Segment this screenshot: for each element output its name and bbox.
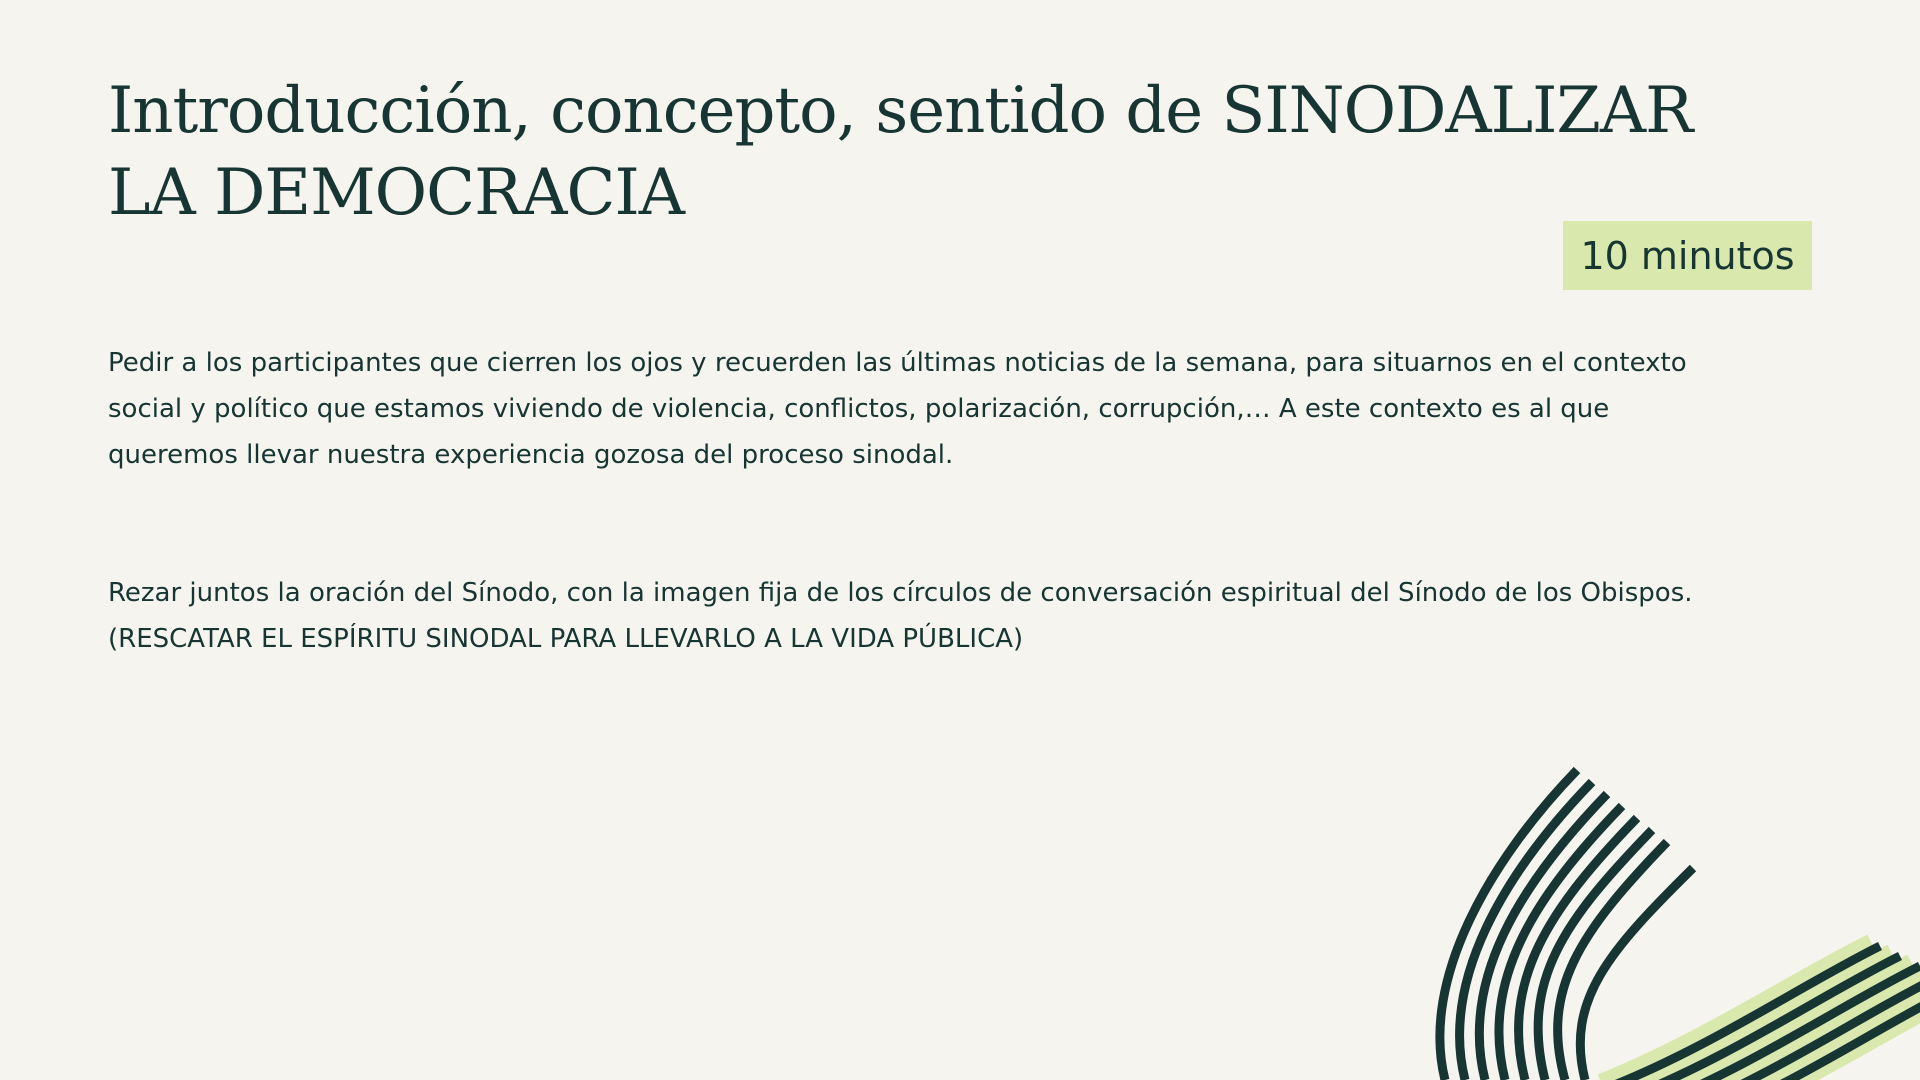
paragraph-instructions: Pedir a los participantes que cierren los ojos y recuerden las últimas noticias de la semana, para situarnos en el contexto social y político que estamos viviendo de violencia, conflictos, polarización, corrupción,… A este contexto es al que queremos llevar nuestra experiencia gozosa del proceso sinodal. bbox=[108, 348, 1687, 470]
paragraph-prayer: Rezar juntos la oración del Sínodo, con la imagen fija de los círculos de conversación espiritual del Sínodo de los Obispos. (RESCATAR EL ESPÍRITU SINODAL PARA LLEVARLO A LA VIDA PÚBLICA) bbox=[108, 578, 1693, 654]
duration-badge: 10 minutos bbox=[1563, 221, 1812, 290]
dark-ribbon-upper bbox=[1440, 770, 1693, 1080]
slide-title: Introducción, concepto, sentido de SINODALIZAR LA DEMOCRACIA bbox=[108, 74, 1693, 230]
